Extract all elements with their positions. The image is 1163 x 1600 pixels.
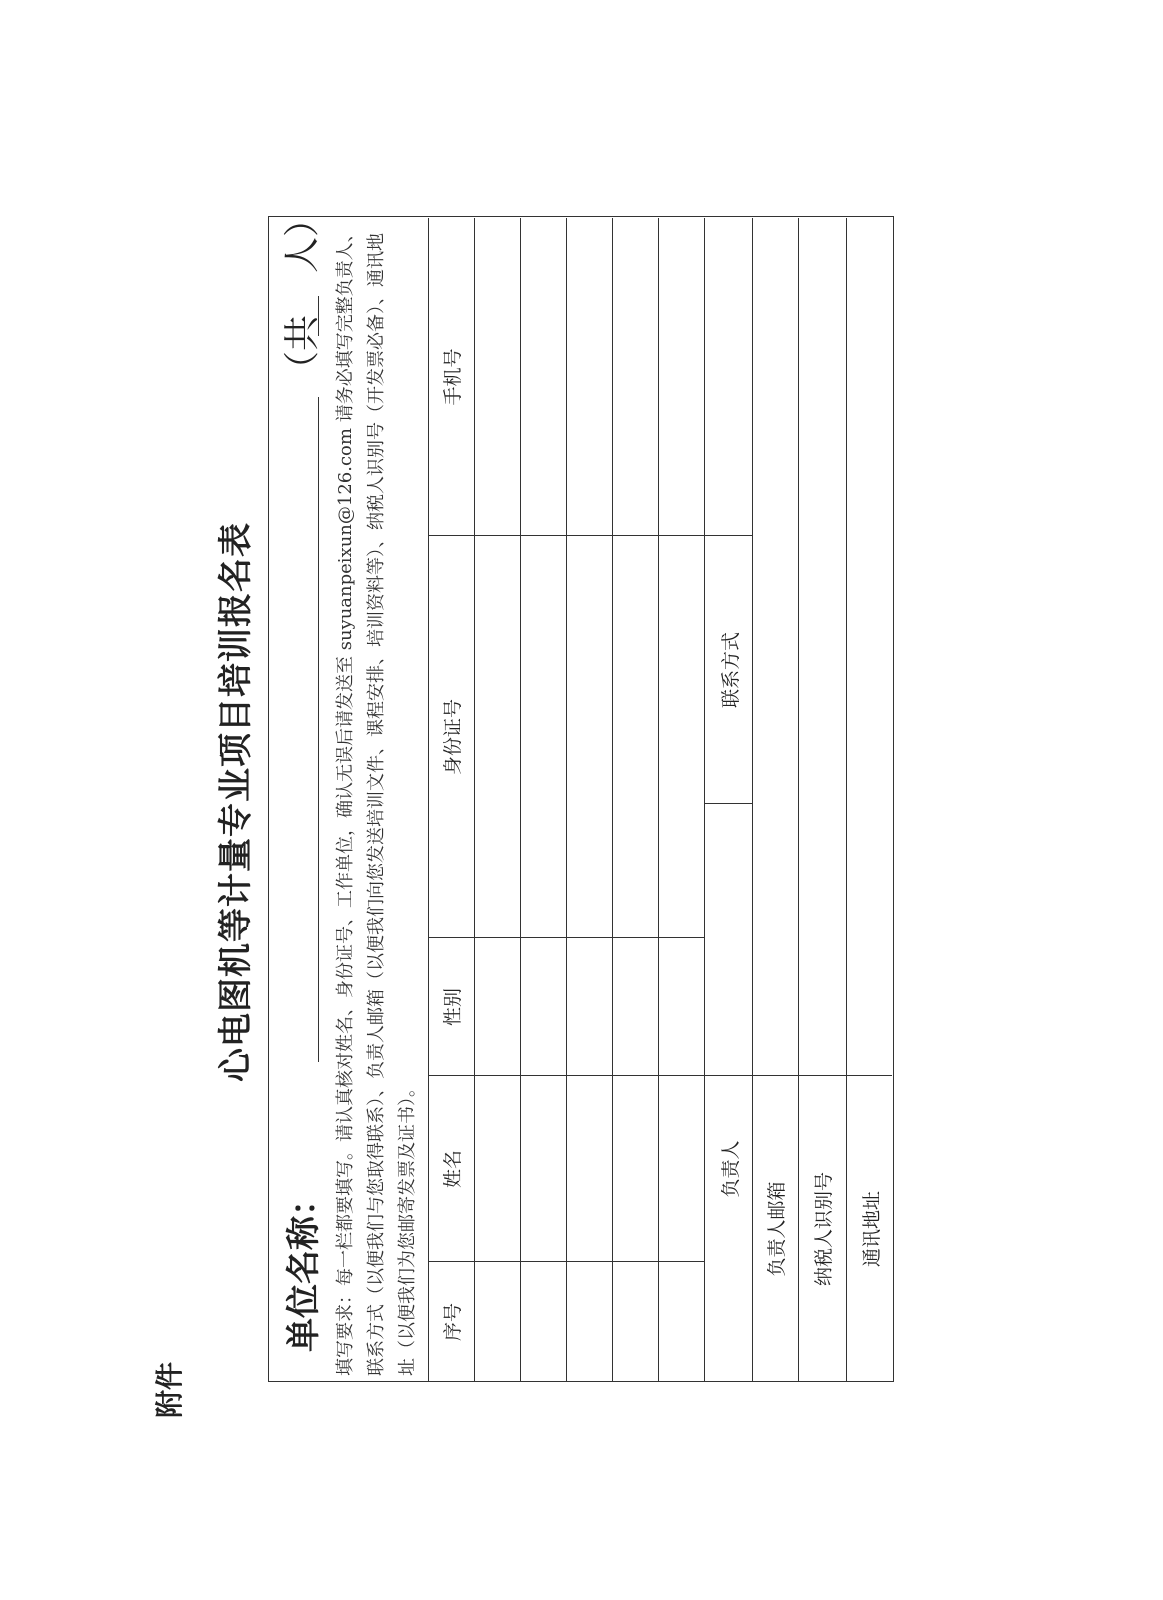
participant-count: [274, 201, 325, 387]
row-divider: [658, 218, 659, 1382]
row-divider: [566, 218, 567, 1382]
header-name: 姓名: [442, 1149, 464, 1189]
col-divider: [428, 1261, 704, 1262]
count-close: 人）: [282, 200, 323, 273]
contact-email-label: 负责人邮箱: [766, 1181, 788, 1277]
contact-method-label: 联系方式: [720, 631, 742, 709]
row-divider: [612, 218, 613, 1382]
row-divider: [704, 218, 705, 1382]
header-gender: 性别: [442, 987, 464, 1027]
registration-form: [268, 200, 894, 1382]
taxpayer-id-label: 纳税人识别号: [813, 1171, 835, 1287]
header-phone: 手机号: [442, 348, 464, 406]
unit-name-label: 单位名称：: [284, 1182, 324, 1352]
row-divider: [752, 218, 753, 1382]
count-open: （共: [282, 314, 323, 387]
form-title: 心电图机等计量专业项目培训报名表: [216, 522, 256, 1082]
unit-name-field[interactable]: [318, 397, 319, 1062]
col-divider: [428, 1075, 892, 1076]
count-underline: [318, 296, 319, 336]
row-divider: [474, 218, 475, 1382]
row-divider: [846, 218, 847, 1382]
mailing-address-label: 通讯地址: [861, 1190, 883, 1268]
row-divider: [520, 218, 521, 1382]
col-divider: [428, 535, 752, 536]
header-no: 序号: [442, 1302, 464, 1342]
contact-person-label: 负责人: [720, 1140, 742, 1198]
row-divider: [798, 218, 799, 1382]
row-divider: [428, 218, 429, 1382]
col-divider: [428, 937, 704, 938]
attachment-label: 附件: [153, 1361, 186, 1418]
col-divider: [704, 803, 752, 804]
header-id-number: 身份证号: [442, 698, 464, 776]
fill-requirements: 填写要求：每一栏都要填写。请认真核对姓名、身份证号、工作单位，确认无误后请发送至 suyuanpeixun@126.com 请务必填写完整负责人、联系方式（以便我们与您取得联系）、负责人邮箱（以便我们向您发送培训文件、课程安排、培训资料等）、纳税人识别号（开发票必备）、通讯地址（以便我们为您邮寄发票及证书）。: [335, 224, 418, 1376]
